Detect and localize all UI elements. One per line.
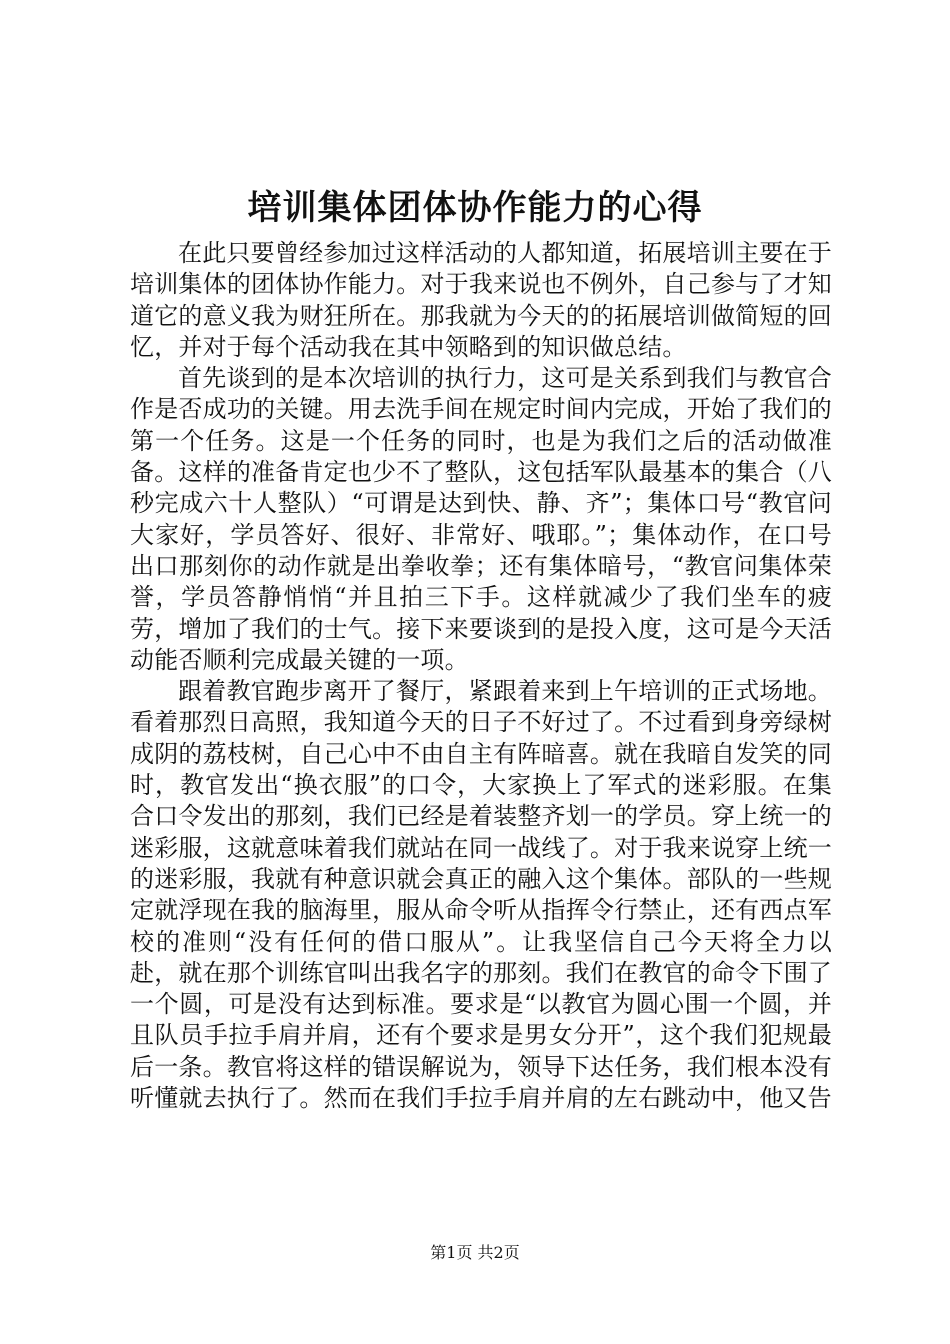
page-number-footer: 第1页 共2页 — [430, 1243, 520, 1262]
document-body — [130, 238, 832, 1114]
paragraph-2: 首先谈到的是本次培训的执行力，这可是关系到我们与教官合作是否成功的关键。用去洗手间在规定时间内完成，开始了我们的第一个任务。这是一个任务的同时，也是为我们之后的活动做准备。这样的准备肯定也少不了整队，这包括军队最基本的集合（八秒完成六十人整队）“可谓是达到快、静、齐”；集体口号“教官问大家好，学员答好、很好、非常好、哦耶。”；集体动作，在口号出口那刻你的动作就是出拳收拳；还有集体暗号，“教官问集体荣誉，学员答静悄悄“并且拍三下手。这样就减少了我们坐车的疲劳，增加了我们的士气。接下来要谈到的是投入度，这可是今天活动能否顺利完成最关键的一项。 — [130, 364, 832, 674]
paragraph-1: 在此只要曾经参加过这样活动的人都知道，拓展培训主要在于培训集体的团体协作能力。对于我来说也不例外，自己参与了才知道它的意义我为财狂所在。那我就为今天的的拓展培训做简短的回忆，并对于每个活动我在其中领略到的知识做总结。 — [130, 239, 832, 361]
paragraph-3: 跟着教官跑步离开了餐厅，紧跟着来到上午培训的正式场地。看着那烈日高照，我知道今天的日子不好过了。不过看到身旁绿树成阴的荔枝树，自己心中不由自主有阵暗喜。就在我暗自发笑的同时，教官发出“换衣服”的口令，大家换上了军式的迷彩服。在集合口令发出的那刻，我们已经是着装整齐划一的学员。穿上统一的迷彩服，这就意味着我们就站在同一战线了。对于我来说穿上统一的迷彩服，我就有种意识就会真正的融入这个集体。部队的一些规定就浮现在我的脑海里，服从命令听从指挥令行禁止，还有西点军校的准则“没有任何的借口服从”。让我坚信自己今天将全力以赴，就在那个训练官叫出我名字的那刻。我们在教官的命令下围了一个圆，可是没有达到标准。要求是“以教官为圆心围一个圆，并且队员手拉手肩并肩，还有个要求是男女分开”，这个我们犯规最后一条。教官将这样的错误解说为，领导下达任务，我们根本没有听懂就去执行了。然而在我们手拉手肩并肩的左右跳动中，他又告 — [130, 677, 832, 1113]
document-title: 培训集体团体协作能力的心得 — [247, 188, 703, 228]
